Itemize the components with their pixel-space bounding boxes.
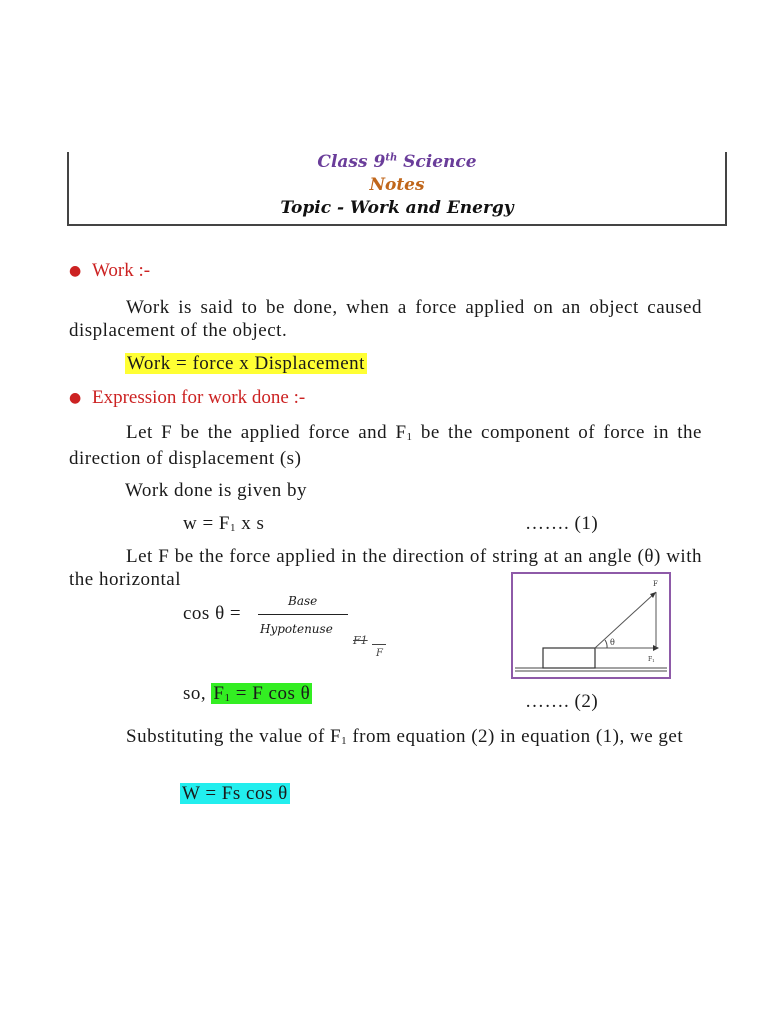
cos-fraction-numerator: Base bbox=[288, 594, 318, 608]
class-label: Class 9 bbox=[317, 152, 386, 172]
equation-2-row: so, $F_1 = F$ cos θ bbox=[183, 683, 311, 704]
cos-theta-lhs: cos θ = bbox=[183, 603, 242, 624]
substitution-paragraph: Substituting the value of $F_1$ from equation (2) in equation (1), we get bbox=[126, 726, 684, 747]
fraction-bar bbox=[258, 614, 348, 615]
force-diagram bbox=[511, 572, 671, 679]
notes-label: Notes bbox=[369, 175, 425, 195]
angle-arc bbox=[605, 640, 607, 648]
label-f1: F1 bbox=[648, 656, 655, 663]
cos-fraction-denominator: Hypotenuse bbox=[260, 622, 333, 636]
label-theta: θ bbox=[610, 638, 615, 647]
topic-label: Topic - Work and Energy bbox=[280, 198, 514, 218]
angle-paragraph: Let F be the force applied in the direction of string at an angle (θ) with the horizontal bbox=[69, 546, 702, 590]
class-subject: Science bbox=[397, 152, 477, 172]
label-f: F bbox=[653, 580, 658, 588]
work-heading: Work :- bbox=[92, 260, 151, 281]
final-formula: W = Fs cos θ bbox=[182, 783, 288, 804]
force-arrow-line bbox=[595, 592, 656, 648]
force-diagram-svg bbox=[513, 574, 669, 677]
equation-2-number: ……. (2) bbox=[525, 691, 599, 712]
class-title bbox=[69, 152, 725, 172]
expression-heading: Expression for work done :- bbox=[92, 387, 306, 408]
work-definition: Work is said to be done, when a force applied on an object caused displacement of the object. bbox=[69, 297, 702, 341]
equation-1-number: ……. (1) bbox=[525, 513, 599, 534]
equation-2-highlight: $F_1 = F$ cos θ bbox=[213, 683, 311, 704]
final-formula-row bbox=[180, 782, 290, 805]
given-by-text: Work done is given by bbox=[125, 480, 308, 501]
bullet-icon: ● bbox=[69, 263, 82, 279]
bullet-icon: ● bbox=[69, 390, 82, 406]
work-formula-row bbox=[125, 352, 367, 375]
cos-fraction-f1: F1 bbox=[353, 634, 368, 647]
equation-1: $w = F_1$ x s bbox=[183, 513, 265, 534]
cos-fraction-f: F bbox=[376, 648, 383, 659]
work-formula: Work = force x Displacement bbox=[127, 353, 365, 374]
class-sup: th bbox=[385, 152, 398, 164]
block-rect bbox=[543, 648, 595, 668]
applied-force-paragraph: Let F be the applied force and $F_1$ be the component of force in the direction of displacement (s) bbox=[69, 422, 702, 469]
small-fraction-bar bbox=[372, 644, 386, 645]
header-box bbox=[67, 152, 727, 226]
